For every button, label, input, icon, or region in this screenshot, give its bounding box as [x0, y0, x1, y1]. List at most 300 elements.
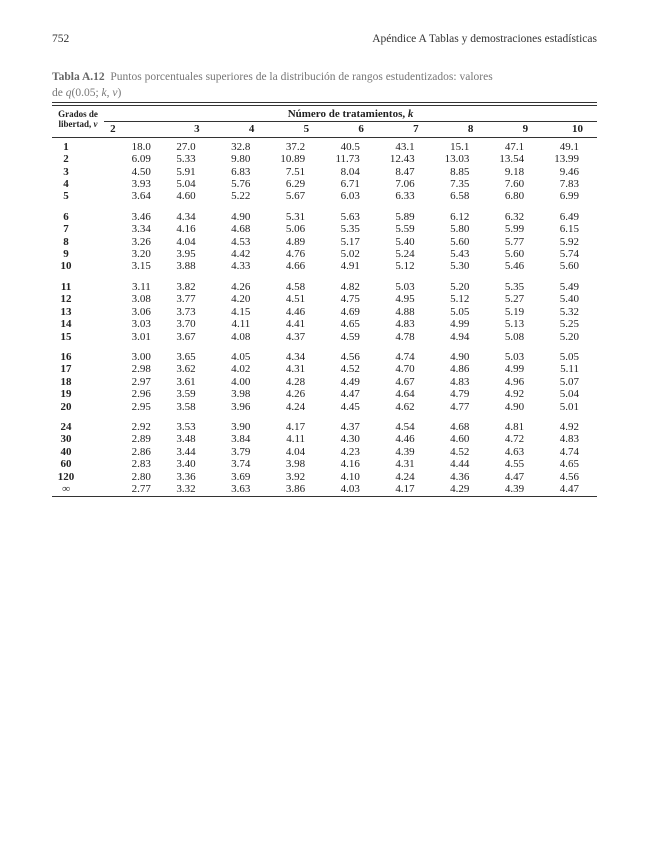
- df-cell: 6: [63, 210, 69, 223]
- value-cell: 5.05: [559, 350, 579, 363]
- value-cell: 4.78: [395, 330, 415, 343]
- value-cell: 4.67: [395, 375, 415, 388]
- value-cell: 4.95: [395, 293, 415, 306]
- group-header: [104, 106, 597, 122]
- value-cell: 5.67: [285, 190, 306, 203]
- value-cell: 4.47: [542, 483, 597, 497]
- group-header-symbol: k: [407, 108, 414, 120]
- column-header-k-2: 2: [110, 123, 116, 136]
- value-cell: 4.08: [231, 330, 251, 343]
- column-header-k-8: 8: [467, 123, 474, 136]
- value-cell: 3.69: [231, 470, 251, 483]
- value-cell: 3.36: [176, 470, 196, 483]
- df-cell: 9: [63, 248, 69, 261]
- value-cell: 3.88: [176, 260, 196, 273]
- value-cell: 4.64: [395, 388, 415, 401]
- value-cell: 3.34: [131, 223, 151, 236]
- value-cell: 4.56: [340, 350, 360, 363]
- value-cell: 3.67: [176, 330, 196, 343]
- value-cell: 4.03: [323, 483, 378, 497]
- value-cell: 4.55: [504, 458, 525, 471]
- value-cell: 4.39: [487, 483, 542, 497]
- value-cell: 6.33: [395, 190, 415, 203]
- value-cell: 4.65: [559, 458, 579, 471]
- value-cell: 4.02: [231, 363, 251, 376]
- table-row: [52, 281, 597, 293]
- value-cell: 4.62: [395, 400, 415, 413]
- df-cell: 20: [60, 400, 72, 413]
- table-row: [52, 433, 597, 445]
- value-cell: 5.35: [504, 280, 525, 293]
- value-cell: 4.29: [433, 483, 488, 497]
- value-cell: 4.82: [340, 280, 360, 293]
- value-cell: 3.44: [176, 445, 196, 458]
- value-cell: 5.60: [450, 235, 470, 248]
- table-row: [52, 236, 597, 248]
- df-cell: 5: [63, 190, 69, 203]
- value-cell: 4.92: [504, 388, 525, 401]
- table-row: [52, 178, 597, 190]
- value-cell: 4.60: [450, 433, 470, 446]
- table-row: [52, 446, 597, 458]
- value-cell: 3.77: [176, 293, 196, 306]
- value-cell: 5.49: [559, 280, 579, 293]
- value-cell: 4.59: [340, 330, 360, 343]
- value-cell: 8.04: [340, 165, 360, 178]
- value-cell: 4.88: [395, 305, 415, 318]
- value-cell: 12.43: [389, 153, 415, 166]
- value-cell: 4.50: [131, 165, 151, 178]
- value-cell: 3.40: [176, 458, 196, 471]
- df-cell: 30: [60, 433, 72, 446]
- value-cell: 4.17: [378, 483, 433, 497]
- table-row: [52, 351, 597, 363]
- value-cell: 4.68: [450, 420, 470, 433]
- value-cell: 5.60: [559, 260, 579, 273]
- df-cell: 10: [60, 260, 72, 273]
- value-cell: 4.36: [450, 470, 470, 483]
- df-cell: 8: [63, 235, 69, 248]
- value-cell: 5.31: [285, 210, 306, 223]
- value-cell: 4.33: [231, 260, 251, 273]
- value-cell: 6.32: [504, 210, 525, 223]
- column-header-k-5: 5: [303, 123, 310, 136]
- value-cell: 4.68: [231, 223, 251, 236]
- value-cell: 4.90: [450, 350, 470, 363]
- table-row: [52, 293, 597, 305]
- value-cell: 5.02: [340, 248, 360, 261]
- value-cell: 4.49: [340, 375, 360, 388]
- value-cell: 49.1: [559, 140, 579, 153]
- stub-header: [52, 106, 104, 137]
- value-cell: 3.90: [231, 420, 251, 433]
- value-cell: 5.04: [176, 178, 196, 191]
- caption-sep: ,: [106, 87, 113, 99]
- value-cell: 4.37: [340, 420, 360, 433]
- value-cell: 4.26: [231, 280, 251, 293]
- value-cell: 4.76: [285, 248, 306, 261]
- value-cell: 5.12: [450, 293, 470, 306]
- table-row: [52, 223, 597, 235]
- value-cell: 3.92: [285, 470, 306, 483]
- value-cell: 4.15: [231, 305, 251, 318]
- value-cell: 4.16: [176, 223, 196, 236]
- value-cell: 2.83: [131, 458, 151, 471]
- value-cell: 5.22: [231, 190, 251, 203]
- value-cell: 4.47: [340, 388, 360, 401]
- value-cell: 5.05: [450, 305, 470, 318]
- value-cell: 5.43: [450, 248, 470, 261]
- value-cell: 3.84: [231, 433, 251, 446]
- value-cell: 5.77: [504, 235, 525, 248]
- value-cell: 40.5: [340, 140, 360, 153]
- value-cell: 3.73: [176, 305, 196, 318]
- value-cell: 4.05: [231, 350, 251, 363]
- value-cell: 4.16: [340, 458, 360, 471]
- value-cell: 4.56: [559, 470, 579, 483]
- df-cell: 14: [60, 318, 72, 331]
- value-cell: 7.60: [504, 178, 525, 191]
- df-cell: 4: [63, 178, 69, 191]
- value-cell: 32.8: [231, 140, 251, 153]
- page-number: 752: [52, 33, 70, 45]
- df-cell: 18: [60, 375, 72, 388]
- value-cell: 5.89: [395, 210, 415, 223]
- value-cell: 4.52: [450, 445, 470, 458]
- value-cell: 3.95: [176, 248, 196, 261]
- table-row: [52, 376, 597, 388]
- table-caption: [52, 69, 597, 101]
- value-cell: 9.80: [231, 153, 251, 166]
- value-cell: 3.53: [176, 420, 196, 433]
- value-cell: 4.74: [395, 350, 415, 363]
- value-cell: 4.90: [504, 400, 525, 413]
- caption-q-symbol: q: [65, 87, 72, 99]
- value-cell: 4.41: [285, 318, 306, 331]
- value-cell: 4.63: [504, 445, 525, 458]
- table-row: [52, 421, 597, 433]
- table-row: [52, 306, 597, 318]
- value-cell: 5.24: [395, 248, 415, 261]
- value-cell: 6.83: [231, 165, 251, 178]
- value-cell: 3.79: [231, 445, 251, 458]
- value-cell: 6.09: [131, 153, 151, 166]
- column-header-k-10: 10: [572, 123, 583, 136]
- value-cell: 5.08: [504, 330, 525, 343]
- column-header-k-7: 7: [413, 123, 419, 136]
- df-cell: 2: [63, 153, 69, 166]
- value-cell: 4.11: [286, 433, 306, 446]
- stub-header-line2: libertad,: [58, 119, 94, 129]
- value-cell: 4.79: [450, 388, 470, 401]
- value-cell: 4.11: [231, 318, 251, 331]
- table-row: [52, 248, 597, 260]
- value-cell: 4.30: [340, 433, 360, 446]
- group-header-text: Número de tratamientos,: [287, 108, 408, 120]
- value-cell: 3.06: [131, 305, 151, 318]
- value-cell: 3.26: [131, 235, 151, 248]
- caption-v-symbol: v: [112, 87, 118, 99]
- value-cell: 3.11: [131, 280, 151, 293]
- table-row: [52, 166, 597, 178]
- value-cell: 4.31: [395, 458, 415, 471]
- page-header: [52, 33, 597, 49]
- value-cell: 9.46: [559, 165, 579, 178]
- value-cell: 5.46: [504, 260, 525, 273]
- value-cell: 4.24: [285, 400, 306, 413]
- value-cell: 3.62: [176, 363, 196, 376]
- value-cell: 6.03: [340, 190, 360, 203]
- value-cell: 2.97: [131, 375, 151, 388]
- value-cell: 3.15: [131, 260, 151, 273]
- column-header-row: [52, 122, 597, 137]
- value-cell: 5.25: [559, 318, 579, 331]
- value-cell: 4.04: [176, 235, 196, 248]
- table-row: [52, 190, 597, 202]
- value-cell: 3.65: [176, 350, 196, 363]
- value-cell: 3.08: [131, 293, 151, 306]
- value-cell: 4.46: [285, 305, 306, 318]
- value-cell: 5.12: [395, 260, 415, 273]
- value-cell: 3.48: [176, 433, 196, 446]
- value-cell: 3.64: [131, 190, 151, 203]
- value-cell: 5.60: [504, 248, 525, 261]
- value-cell: 4.74: [559, 445, 579, 458]
- table-row: [52, 318, 597, 330]
- value-cell: 7.51: [285, 165, 306, 178]
- value-cell: 5.20: [559, 330, 579, 343]
- value-cell: 5.40: [395, 235, 415, 248]
- value-cell: 4.83: [559, 433, 579, 446]
- value-cell: 27.0: [176, 140, 196, 153]
- value-cell: 10.89: [280, 153, 306, 166]
- value-cell: 5.06: [285, 223, 306, 236]
- df-cell: 16: [60, 350, 72, 363]
- stub-header-symbol: v: [93, 119, 98, 129]
- value-cell: 4.31: [285, 363, 306, 376]
- value-cell: 7.83: [559, 178, 579, 191]
- running-head: Apéndice A Tablas y demostraciones estadísticas: [372, 33, 597, 45]
- value-cell: 2.80: [131, 470, 151, 483]
- value-cell: 4.24: [395, 470, 415, 483]
- df-cell: 13: [60, 305, 72, 318]
- value-cell: 13.99: [554, 153, 579, 166]
- value-cell: 5.01: [559, 400, 579, 413]
- value-cell: 4.54: [395, 420, 415, 433]
- value-cell: 3.46: [131, 210, 151, 223]
- value-cell: 3.61: [176, 375, 196, 388]
- value-cell: 4.51: [285, 293, 306, 306]
- value-cell: 4.66: [285, 260, 306, 273]
- value-cell: 47.1: [504, 140, 525, 153]
- value-cell: 4.42: [231, 248, 251, 261]
- value-cell: 2.86: [131, 445, 151, 458]
- value-cell: 4.90: [231, 210, 251, 223]
- value-cell: 6.99: [559, 190, 579, 203]
- value-cell: 4.83: [395, 318, 415, 331]
- value-cell: 4.17: [285, 420, 306, 433]
- table-row: [52, 401, 597, 413]
- value-cell: 6.29: [285, 178, 306, 191]
- value-cell: 4.39: [395, 445, 415, 458]
- value-cell: 4.72: [504, 433, 525, 446]
- value-cell: 6.80: [504, 190, 525, 203]
- caption-args: (0.05;: [71, 87, 102, 99]
- table-row: [52, 331, 597, 343]
- value-cell: 11.73: [335, 153, 360, 166]
- value-cell: 13.54: [499, 153, 525, 166]
- value-cell: 3.98: [285, 458, 306, 471]
- value-cell: 4.58: [285, 280, 306, 293]
- value-cell: 5.80: [450, 223, 470, 236]
- value-cell: 18.0: [131, 140, 151, 153]
- value-cell: 2.77: [104, 483, 159, 497]
- caption-close: ): [117, 87, 122, 99]
- value-cell: 5.76: [231, 178, 251, 191]
- df-cell: 12: [60, 293, 72, 306]
- value-cell: 4.37: [285, 330, 306, 343]
- df-cell: 19: [60, 388, 72, 401]
- value-cell: 3.63: [214, 483, 269, 497]
- value-cell: 37.2: [285, 140, 306, 153]
- table-label: Tabla A.12: [52, 71, 105, 83]
- value-cell: 4.00: [231, 375, 251, 388]
- column-header-k-3: 3: [194, 123, 200, 136]
- value-cell: 3.93: [131, 178, 151, 191]
- value-cell: 5.32: [559, 305, 579, 318]
- value-cell: 5.03: [395, 280, 415, 293]
- value-cell: 4.92: [559, 420, 579, 433]
- value-cell: 5.17: [340, 235, 360, 248]
- value-cell: 4.96: [504, 375, 525, 388]
- df-cell: 40: [60, 445, 72, 458]
- df-cell: 15: [60, 330, 72, 343]
- value-cell: 8.85: [450, 165, 470, 178]
- value-cell: 3.98: [231, 388, 251, 401]
- table-row: [52, 458, 597, 470]
- value-cell: 4.65: [340, 318, 360, 331]
- value-cell: 4.46: [395, 433, 415, 446]
- df-cell: 60: [60, 458, 72, 471]
- df-cell: 24: [60, 420, 72, 433]
- value-cell: 13.03: [444, 153, 470, 166]
- value-cell: 4.04: [285, 445, 306, 458]
- value-cell: 5.13: [504, 318, 525, 331]
- value-cell: 15.1: [450, 140, 470, 153]
- value-cell: 3.82: [176, 280, 196, 293]
- table-row: [52, 471, 597, 483]
- value-cell: 4.60: [176, 190, 196, 203]
- value-cell: 6.15: [559, 223, 579, 236]
- value-cell: 3.01: [131, 330, 151, 343]
- value-cell: 3.86: [268, 483, 323, 497]
- value-cell: 5.63: [340, 210, 360, 223]
- caption-prefix: de: [52, 87, 66, 99]
- column-header-k-9: 9: [522, 123, 529, 136]
- value-cell: 4.81: [504, 420, 525, 433]
- value-cell: 7.35: [450, 178, 470, 191]
- value-cell: 2.95: [131, 400, 151, 413]
- value-cell: 5.92: [559, 235, 579, 248]
- table-row: [52, 211, 597, 223]
- table-row: [52, 260, 597, 272]
- studentized-range-table: [52, 106, 597, 497]
- value-cell: 4.53: [231, 235, 251, 248]
- value-cell: 3.32: [159, 483, 214, 497]
- value-cell: 2.92: [131, 420, 151, 433]
- caption-text-line1: Puntos porcentuales superiores de la distribución de rangos estudentizados: valores: [110, 71, 493, 83]
- value-cell: 5.27: [504, 293, 525, 306]
- value-cell: 4.26: [285, 388, 306, 401]
- column-header-k-4: 4: [248, 123, 255, 136]
- value-cell: 4.70: [395, 363, 415, 376]
- value-cell: 4.69: [340, 305, 360, 318]
- value-cell: 5.03: [504, 350, 525, 363]
- value-cell: 3.03: [131, 318, 151, 331]
- table-row: [52, 363, 597, 375]
- df-cell: 3: [63, 165, 69, 178]
- value-cell: 4.83: [450, 375, 470, 388]
- column-header-k-6: 6: [358, 123, 364, 136]
- value-cell: 4.44: [450, 458, 470, 471]
- value-cell: 3.20: [131, 248, 151, 261]
- value-cell: 4.20: [231, 293, 251, 306]
- value-cell: 5.33: [176, 153, 196, 166]
- value-cell: 4.47: [504, 470, 525, 483]
- value-cell: 5.20: [450, 280, 470, 293]
- value-cell: 3.00: [131, 350, 151, 363]
- value-cell: 3.58: [176, 400, 196, 413]
- value-cell: 4.75: [340, 293, 360, 306]
- value-cell: 4.86: [450, 363, 470, 376]
- value-cell: 4.28: [285, 375, 306, 388]
- value-cell: 2.98: [131, 363, 151, 376]
- value-cell: 5.19: [504, 305, 525, 318]
- value-cell: 4.91: [340, 260, 360, 273]
- value-cell: 9.18: [504, 165, 525, 178]
- value-cell: 4.99: [450, 318, 470, 331]
- stub-header-line1: Grados de: [58, 109, 98, 119]
- value-cell: 5.35: [340, 223, 360, 236]
- table-container: [52, 102, 597, 497]
- value-cell: 8.47: [395, 165, 415, 178]
- value-cell: 4.23: [340, 445, 360, 458]
- value-cell: 5.07: [559, 375, 579, 388]
- value-cell: 6.49: [559, 210, 579, 223]
- value-cell: 3.96: [231, 400, 251, 413]
- value-cell: 5.74: [559, 248, 579, 261]
- value-cell: 3.74: [231, 458, 251, 471]
- value-cell: 4.94: [450, 330, 470, 343]
- table-row: [52, 153, 597, 165]
- df-cell: 1: [63, 140, 69, 153]
- value-cell: 2.89: [131, 433, 151, 446]
- value-cell: 5.30: [450, 260, 470, 273]
- value-cell: 4.99: [504, 363, 525, 376]
- value-cell: 4.52: [340, 363, 360, 376]
- table-row: [52, 388, 597, 400]
- df-cell: ∞: [52, 483, 104, 497]
- value-cell: 4.10: [340, 470, 360, 483]
- value-cell: 4.34: [285, 350, 306, 363]
- value-cell: 6.71: [340, 178, 360, 191]
- df-cell: 11: [60, 280, 72, 293]
- table-body: [52, 137, 597, 497]
- df-cell: 120: [57, 470, 75, 483]
- value-cell: 4.89: [285, 235, 306, 248]
- value-cell: 4.45: [340, 400, 360, 413]
- table-row: [52, 137, 597, 153]
